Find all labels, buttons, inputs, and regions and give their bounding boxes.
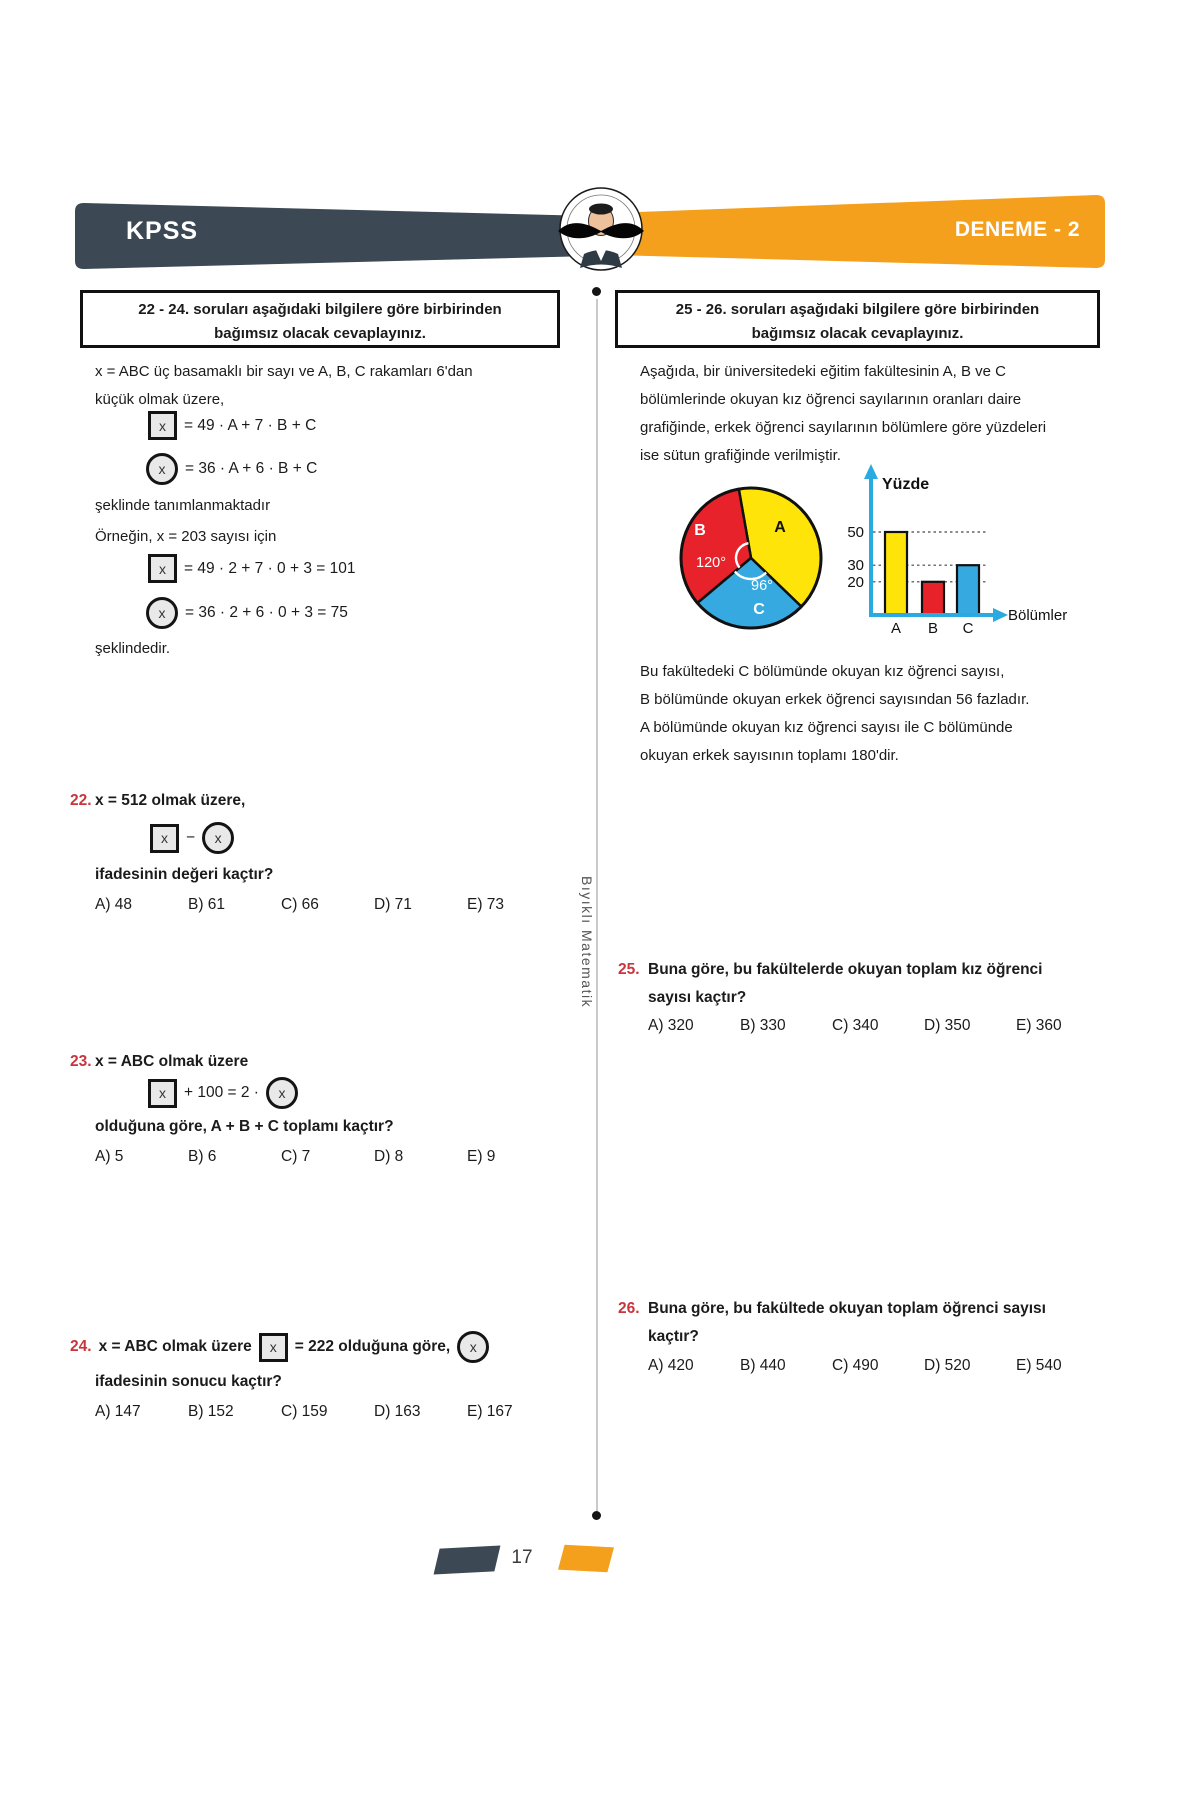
divider-dot-top: [592, 287, 601, 296]
x-axis-title: Bölümler: [1008, 607, 1068, 624]
x-axis-arrow-icon: [993, 608, 1008, 622]
footer-dark-ribbon: [434, 1545, 501, 1574]
formula-text: = 36 · 2 + 6 · 0 + 3 = 75: [185, 604, 348, 621]
x-tick-C: C: [962, 620, 974, 637]
question-24-stem-mid: = 222 olduğuna göre,: [294, 1338, 451, 1355]
formula-text: + 100 = 2 ·: [184, 1084, 259, 1101]
mustache-logo: [558, 188, 644, 270]
option-c: C) 159: [281, 1403, 328, 1420]
circle-symbol-x: x: [158, 605, 166, 621]
circle-symbol: [457, 1331, 489, 1363]
box-symbol-x: x: [161, 830, 168, 846]
question-25-stem-line1: Buna göre, bu fakültelerde okuyan toplam kız öğrenci: [648, 961, 1043, 978]
option-d: D) 163: [374, 1403, 421, 1420]
question-23-options: [95, 1148, 560, 1166]
y-axis-title: Yüzde: [882, 476, 930, 493]
common-stem-intro: [95, 358, 473, 414]
intro-line: ise sütun grafiğinde verilmiştir.: [640, 447, 841, 464]
question-26-number: 26.: [618, 1300, 640, 1317]
question-22-formula: [150, 822, 234, 854]
pie-angle-label-B: 120°: [696, 555, 726, 571]
question-24-stem: x = ABC olmak üzere: [98, 1338, 252, 1355]
question-25-options: [648, 1017, 1108, 1035]
question-25-number: 25.: [618, 961, 640, 978]
logo-hair: [589, 204, 613, 215]
option-b: B) 440: [740, 1357, 786, 1374]
option-e: E) 540: [1016, 1357, 1062, 1374]
formula-text: = 49 · 2 + 7 · 0 + 3 = 101: [184, 559, 356, 577]
publisher-watermark: Bıyıklı Matematik: [579, 876, 595, 1009]
option-a: A) 147: [95, 1403, 141, 1420]
option-a: A) 5: [95, 1148, 124, 1165]
option-b: B) 61: [188, 896, 226, 913]
circle-symbol: [202, 822, 234, 854]
option-b: B) 330: [740, 1017, 786, 1034]
pie-label-B: B: [694, 522, 706, 539]
pie-and-bar-charts: [600, 455, 1110, 655]
info-line: B bölümünde okuyan erkek öğrenci sayısından 56 fazladır.: [640, 691, 1030, 708]
charts-info-paragraph: [640, 658, 1029, 770]
box-symbol: [148, 554, 177, 583]
option-e: E) 73: [467, 896, 505, 913]
option-e: E) 167: [467, 1403, 513, 1420]
box-symbol-x: x: [159, 560, 166, 577]
question-24-number: 24.: [70, 1338, 92, 1355]
intro-line: küçük olmak üzere,: [95, 391, 225, 408]
bar-B: [922, 582, 944, 615]
instruction-line: 25 - 26. soruları aşağıdaki bilgilere göre birbirinden: [675, 301, 1040, 318]
question-26-stem-line1: Buna göre, bu fakültede okuyan toplam öğrenci sayısı: [648, 1300, 1046, 1317]
definition-closing: şeklinde tanımlanmaktadır: [95, 497, 271, 514]
y-tick-20: 20: [847, 573, 864, 591]
instruction-line: 22 - 24. soruları aşağıdaki bilgilere göre birbirinden: [138, 301, 502, 318]
definition-circle-formula: [146, 453, 317, 485]
option-a: A) 320: [648, 1017, 694, 1034]
page-number: 17: [511, 1547, 533, 1568]
option-c: C) 490: [832, 1357, 879, 1374]
intro-line: grafiğinde, erkek öğrenci sayılarının bölümlere göre yüzdeleri: [640, 419, 1047, 436]
y-tick-50: 50: [847, 524, 864, 541]
formula-text: = 36 · A + 6 · B + C: [185, 460, 318, 477]
option-c: C) 340: [832, 1017, 879, 1034]
box-symbol: [148, 1079, 177, 1108]
intro-line: bölümlerinde okuyan kız öğrenci sayılarının oranları daire: [640, 391, 1022, 408]
minus-sign: −: [186, 829, 196, 846]
y-tick-30: 30: [847, 557, 864, 575]
info-line: Bu fakültedeki C bölümünde okuyan kız öğrenci sayısı,: [640, 663, 1005, 680]
definition-box-formula: [148, 411, 316, 440]
column-divider: [596, 299, 598, 1511]
question-25-stem-line2: sayısı kaçtır?: [648, 989, 747, 1006]
option-d: D) 8: [374, 1148, 404, 1165]
option-d: D) 71: [374, 896, 412, 913]
question-23-stem: x = ABC olmak üzere: [95, 1053, 249, 1070]
circle-symbol: [146, 453, 178, 485]
box-symbol-x: x: [159, 417, 166, 434]
option-d: D) 350: [924, 1017, 971, 1034]
option-a: A) 420: [648, 1357, 694, 1374]
instruction-line: bağımsız olacak cevaplayınız.: [214, 325, 426, 342]
question-23-formula: [148, 1077, 298, 1109]
question-22-options: [95, 896, 560, 914]
circle-symbol-x: x: [158, 461, 166, 477]
circle-symbol: [146, 597, 178, 629]
option-c: C) 66: [281, 896, 319, 913]
option-c: C) 7: [281, 1148, 311, 1165]
x-tick-A: A: [890, 620, 902, 637]
brand-title: KPSS: [126, 217, 199, 245]
option-e: E) 360: [1016, 1017, 1062, 1034]
y-axis-arrow-icon: [864, 464, 878, 479]
instruction-box-left: [80, 290, 560, 348]
info-line: okuyan erkek sayısının toplamı 180'dir.: [640, 747, 899, 764]
option-e: E) 9: [467, 1148, 496, 1165]
circle-symbol-x: x: [469, 1339, 477, 1355]
example-lead: Örneğin, x = 203 sayısı için: [95, 528, 277, 545]
bar-C: [957, 565, 979, 615]
box-symbol: [150, 824, 179, 853]
box-symbol: [259, 1333, 288, 1362]
box-symbol: [148, 411, 177, 440]
option-a: A) 48: [95, 896, 133, 913]
question-23-prompt: olduğuna göre, A + B + C toplamı kaçtır?: [95, 1118, 394, 1135]
intro-line: x = ABC üç basamaklı bir sayı ve A, B, C rakamları 6'dan: [95, 363, 473, 380]
question-23-number: 23.: [70, 1053, 92, 1070]
example-closing: şeklindedir.: [95, 640, 171, 657]
pie-label-A: A: [774, 519, 786, 536]
circle-symbol-x: x: [214, 830, 222, 846]
option-d: D) 520: [924, 1357, 971, 1374]
question-26-options: [648, 1357, 1108, 1375]
footer-orange-ribbon: [558, 1545, 614, 1573]
charts-intro-paragraph: [640, 358, 1046, 470]
question-22-prompt: ifadesinin değeri kaçtır?: [95, 866, 274, 883]
x-tick-B: B: [927, 620, 939, 637]
circle-symbol-x: x: [278, 1085, 286, 1101]
divider-dot-bottom: [592, 1511, 601, 1520]
instruction-box-right: [615, 290, 1100, 348]
formula-text: = 49 · A + 7 · B + C: [184, 416, 317, 434]
info-line: A bölümünde okuyan kız öğrenci sayısı ile C bölümünde: [640, 719, 1013, 736]
box-symbol-x: x: [159, 1085, 166, 1101]
question-24-stem-row: [70, 1331, 489, 1363]
edition-title: DENEME - 2: [954, 218, 1080, 241]
question-24-prompt: ifadesinin sonucu kaçtır?: [95, 1373, 282, 1390]
pie-angle-label-C: 96°: [751, 578, 773, 594]
question-26-stem-line2: kaçtır?: [648, 1328, 699, 1345]
bar-A: [885, 532, 907, 615]
header-banner: [0, 0, 1200, 295]
question-22-stem: x = 512 olmak üzere,: [95, 792, 246, 809]
instruction-line: bağımsız olacak cevaplayınız.: [751, 325, 964, 342]
pie-label-C: C: [753, 601, 765, 618]
question-22-number: 22.: [70, 792, 92, 809]
example-circle-formula: [146, 597, 348, 629]
intro-line: Aşağıda, bir üniversitedeki eğitim fakültesinin A, B ve C: [640, 363, 1007, 380]
question-24-options: [95, 1403, 560, 1421]
option-b: B) 152: [188, 1403, 234, 1420]
box-symbol-x: x: [269, 1339, 277, 1355]
circle-symbol: [266, 1077, 298, 1109]
option-b: B) 6: [188, 1148, 217, 1165]
example-box-formula: [148, 554, 355, 583]
